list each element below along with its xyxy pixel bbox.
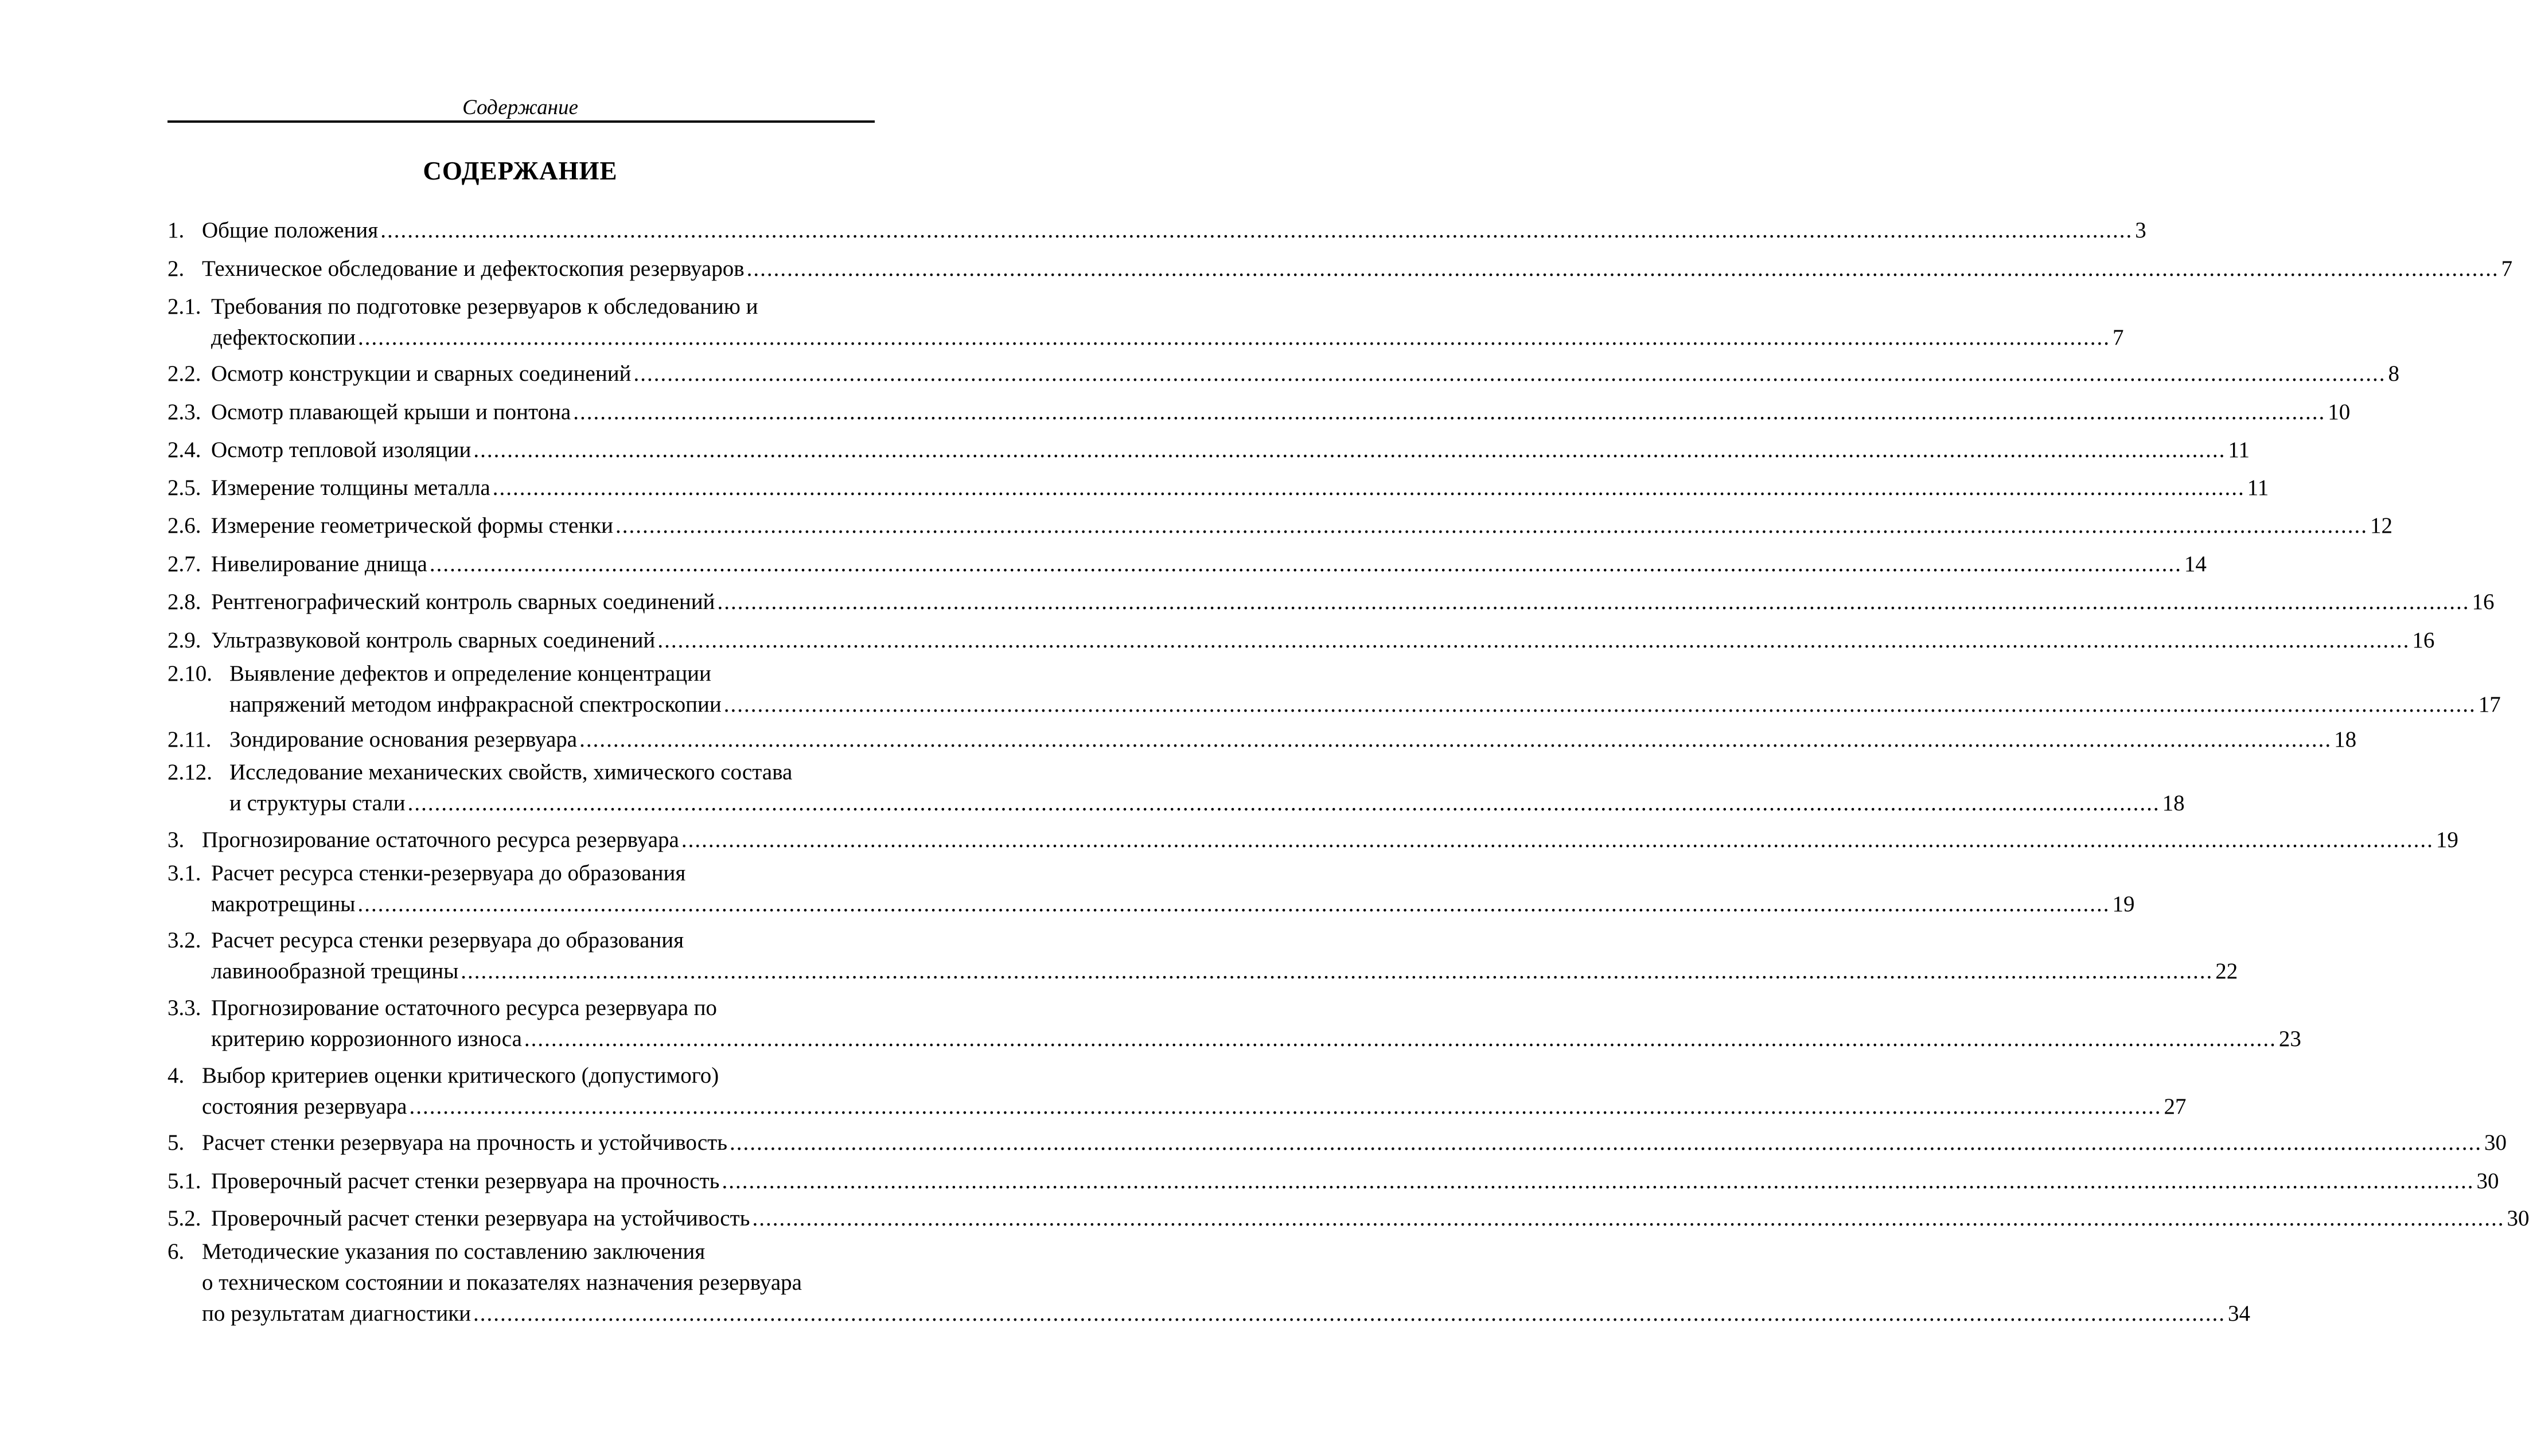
toc-entry-line [211,1166,2499,1197]
toc-entry [167,473,2269,503]
toc-entry-page: 23 [2278,1026,2301,1051]
toc-entry-line [211,549,2207,580]
toc-entry [167,858,2135,920]
toc-entry-title: Проверочный расчет стенки резервуара на прочность [211,1169,720,1193]
toc-entry [167,435,2250,466]
toc-entry-number: 2.9. [167,628,201,653]
toc-entry-page: 19 [2112,892,2135,916]
toc-entry-number: 4. [167,1063,185,1088]
toc-entry [167,1060,2187,1122]
toc-entry-line [202,1127,2507,1158]
toc-entry-line [229,689,2501,720]
leader-dots: .................................................................................................................................................................................................................................................................... [579,727,2332,752]
toc-entry [167,925,2238,987]
toc-entry [167,825,2458,856]
toc-entry-page: 30 [2484,1130,2507,1155]
toc-entry [167,1203,2529,1234]
toc-entry-page: 10 [2328,400,2351,424]
toc-entry-number: 2.6. [167,513,201,538]
toc-entry-page: 17 [2478,692,2501,717]
toc-entry-number: 2.12. [167,760,212,784]
toc-entry-line [211,358,2399,389]
toc-entry-line [211,1024,2301,1055]
toc-entry-number: 2. [167,256,185,281]
toc-entry [167,587,2495,618]
toc-entry-number: 2.4. [167,438,201,462]
toc-entry-line [211,510,2393,541]
toc-entry [167,658,2501,720]
leader-dots: .................................................................................................................................................................................................................................................................... [730,1130,2483,1155]
leader-dots: .................................................................................................................................................................................................................................................................... [380,218,2133,243]
toc-entry-number: 2.3. [167,400,201,424]
toc-entry-line [211,625,2435,656]
leader-dots: .................................................................................................................................................................................................................................................................... [752,1206,2505,1231]
toc-entry [167,291,2124,353]
leader-dots: .................................................................................................................................................................................................................................................................... [524,1026,2277,1051]
leader-dots: .................................................................................................................................................................................................................................................................... [746,256,2499,281]
toc-entry-title: по результатам диагностики [202,1301,471,1326]
toc-entry-title: макротрещины [211,892,356,916]
toc-entry-number: 2.2. [167,361,201,386]
toc-entry-title: Общие положения [202,218,379,243]
toc-entry-number: 5.1. [167,1169,201,1193]
toc-entry [167,549,2207,580]
toc-entry-line [211,473,2269,503]
toc-entry-number: 2.7. [167,552,201,576]
toc-entry-page: 19 [2436,827,2458,852]
toc-entry-line [211,435,2250,466]
toc-entry-title: и структуры стали [229,791,406,815]
toc-entry-line [211,1203,2529,1234]
toc-entry-number: 2.5. [167,475,201,500]
toc-entry-number: 1. [167,218,185,243]
leader-dots: .................................................................................................................................................................................................................................................................... [473,1301,2226,1326]
toc-entry-number: 2.10. [167,661,212,686]
toc-entry [167,358,2399,389]
toc-entry-page: 7 [2113,325,2124,350]
toc-entry-title: Выбор критериев оценки критического (допустимого) [202,1063,719,1088]
toc-entry-line [211,322,2124,353]
toc-entry-number: 5. [167,1130,185,1155]
leader-dots: .................................................................................................................................................................................................................................................................... [681,827,2434,852]
toc-entry-page: 12 [2370,513,2393,538]
toc-entry-title: Измерение толщины металла [211,475,490,500]
leader-dots: .................................................................................................................................................................................................................................................................... [409,1094,2162,1119]
toc-entry-page: 7 [2501,256,2513,281]
toc-entry-number: 3.1. [167,861,201,885]
toc-entry-number: 3. [167,827,185,852]
toc-entry-number: 2.11. [167,727,212,752]
toc-entry-number: 6. [167,1239,185,1264]
toc-entry-line [211,397,2351,428]
toc-entry-title: Требования по подготовке резервуаров к обследованию и [211,294,758,319]
leader-dots: .................................................................................................................................................................................................................................................................... [657,628,2410,653]
leader-dots: .................................................................................................................................................................................................................................................................... [615,513,2368,538]
toc-entry [167,724,2357,755]
toc-entry-line [211,889,2135,920]
leader-dots: .................................................................................................................................................................................................................................................................... [573,400,2326,424]
toc-entry-title: Исследование механических свойств, химического состава [229,760,793,784]
leader-dots: .................................................................................................................................................................................................................................................................... [633,361,2386,386]
toc-entry [167,397,2351,428]
toc-entry-title: Проверочный расчет стенки резервуара на устойчивость [211,1206,750,1231]
leader-dots: .................................................................................................................................................................................................................................................................... [723,692,2476,717]
toc-entry [167,215,2146,246]
toc-entry-title: Методические указания по составлению заключения [202,1239,706,1264]
toc-entry-line [202,1091,2187,1122]
toc-entry-title: лавинообразной трещины [211,959,459,983]
toc-entry-page: 8 [2388,361,2399,386]
toc-entry-title: Ультразвуковой контроль сварных соединений [211,628,656,653]
toc-entry-page: 30 [2476,1169,2499,1193]
toc-entry-title: Выявление дефектов и определение концентрации [229,661,711,686]
leader-dots: .................................................................................................................................................................................................................................................................... [461,959,2214,983]
toc-entry-number: 5.2. [167,1206,201,1231]
toc-entry-title: напряжений методом инфракрасной спектроскопии [229,692,722,717]
toc-entry-number: 2.8. [167,590,201,614]
toc-entry-line [202,825,2458,856]
toc-entry [167,993,2301,1055]
running-head: Содержание [462,96,578,119]
toc-entry-title: Измерение геометрической формы стенки [211,513,614,538]
toc-entry-page: 3 [2135,218,2146,243]
toc-entry-line [229,788,2185,819]
leader-dots: .................................................................................................................................................................................................................................................................... [722,1169,2475,1193]
toc-entry-line [202,1298,2251,1329]
toc-entry-line [211,956,2238,987]
toc-entry-title: Расчет стенки резервуара на прочность и устойчивость [202,1130,728,1155]
toc-entry [167,510,2393,541]
toc-entry-title: Зондирование основания резервуара [229,727,578,752]
toc-entry-number: 2.1. [167,294,201,319]
page-title: СОДЕРЖАНИЕ [423,157,618,185]
toc-entry-title: Расчет ресурса стенки-резервуара до образования [211,861,686,885]
toc-entry [167,1127,2507,1158]
toc-entry-page: 16 [2472,590,2495,614]
toc-entry-number: 3.2. [167,928,201,953]
toc-entry-title: Прогнозирование остаточного ресурса резервуара по [211,996,717,1020]
toc-entry [167,757,2185,819]
toc-entry-title: состояния резервуара [202,1094,407,1119]
leader-dots: .................................................................................................................................................................................................................................................................... [473,438,2226,462]
toc-entry-page: 30 [2507,1206,2529,1231]
toc-entry-title: Рентгенографический контроль сварных соединений [211,590,715,614]
toc-entry-page: 34 [2228,1301,2251,1326]
header-rule [167,120,875,123]
toc-entry-page: 14 [2184,552,2207,576]
toc-entry-line [202,215,2146,246]
toc-entry-title: Нивелирование днища [211,552,427,576]
toc-entry-line [202,253,2513,284]
toc-entry-title: Осмотр плавающей крыши и понтона [211,400,571,424]
toc-entry-title: о техническом состоянии и показателях назначения резервуара [202,1270,802,1295]
toc-entry-title: Прогнозирование остаточного ресурса резервуара [202,827,679,852]
toc-entry-title: Осмотр конструкции и сварных соединений [211,361,632,386]
toc-entry [167,625,2435,656]
toc-entry-page: 18 [2162,791,2185,815]
leader-dots: .................................................................................................................................................................................................................................................................... [429,552,2182,576]
toc-entry [167,1166,2499,1197]
toc-entry-page: 16 [2412,628,2435,653]
toc-entry-line [229,724,2357,755]
leader-dots: .................................................................................................................................................................................................................................................................... [407,791,2160,815]
toc-entry-title: Техническое обследование и дефектоскопия резервуаров [202,256,745,281]
toc-entry-title: критерию коррозионного износа [211,1026,522,1051]
leader-dots: .................................................................................................................................................................................................................................................................... [358,325,2111,350]
toc-entry-page: 11 [2228,438,2250,462]
toc-entry-number: 3.3. [167,996,201,1020]
toc-entry-page: 27 [2164,1094,2187,1119]
leader-dots: .................................................................................................................................................................................................................................................................... [492,475,2245,500]
toc-entry-page: 11 [2247,475,2269,500]
toc-entry-page: 22 [2215,959,2238,983]
toc-entry-page: 18 [2334,727,2357,752]
toc-entry-title: Осмотр тепловой изоляции [211,438,471,462]
toc-entry-title: дефектоскопии [211,325,356,350]
toc-entry-title: Расчет ресурса стенки резервуара до образования [211,928,684,953]
toc-entry [167,253,2513,284]
toc-entry [167,1236,2251,1329]
leader-dots: .................................................................................................................................................................................................................................................................... [717,590,2470,614]
toc-entry-line [211,587,2495,618]
leader-dots: .................................................................................................................................................................................................................................................................... [357,892,2110,916]
